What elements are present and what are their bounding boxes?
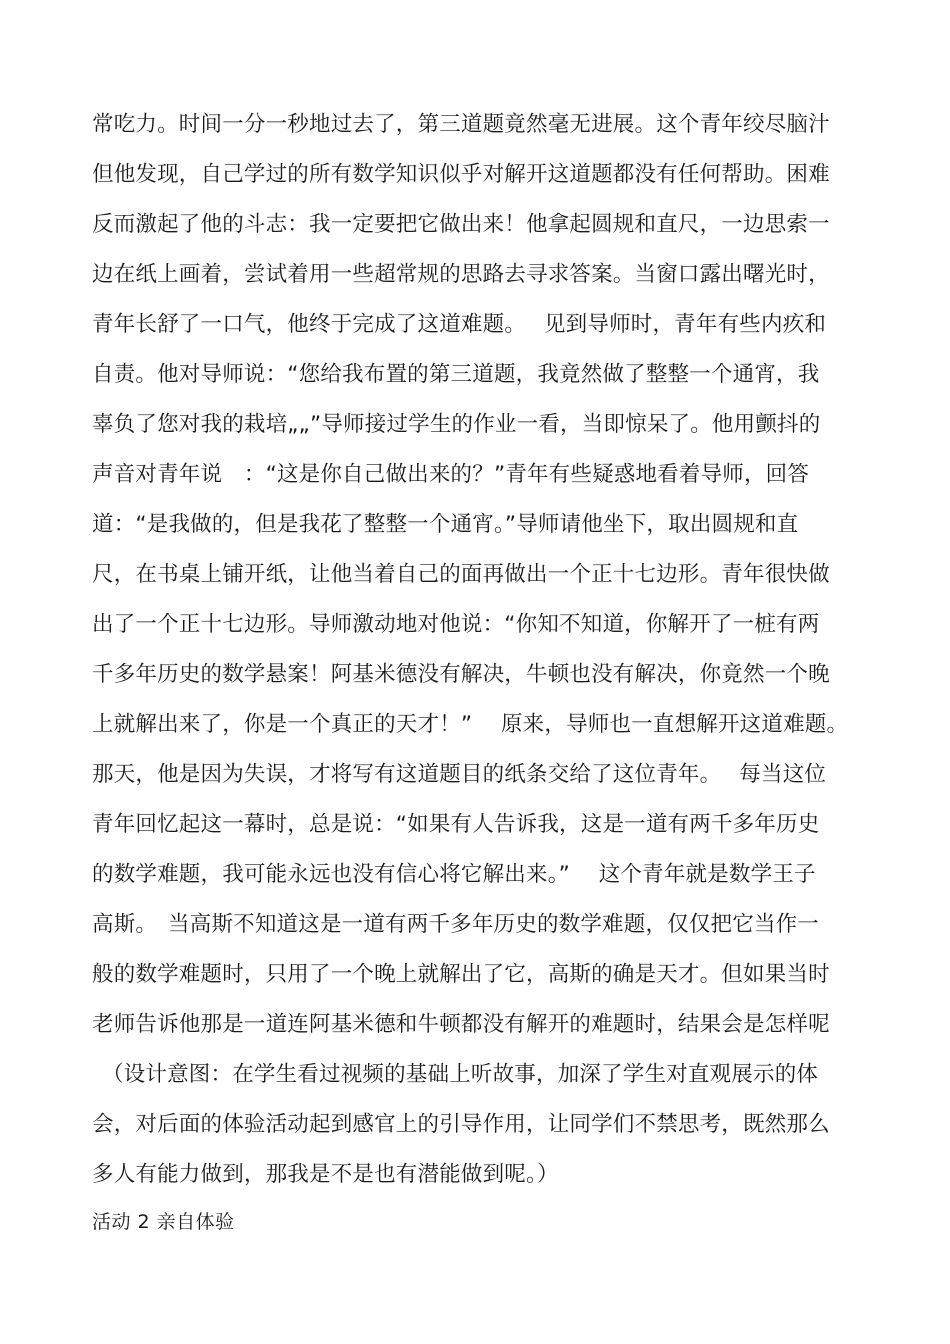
text-line: 边在纸上画着，尝试着用一些超常规的思路去寻求答案。当窗口露出曙光时，: [92, 262, 830, 287]
text-line: 青年长舒了一口气，他终于完成了这道难题。 见到导师时，青年有些内疚和: [92, 312, 827, 337]
text-line: 但他发现，自己学过的所有数学知识似乎对解开这道题都没有任何帮助。困难: [92, 162, 830, 187]
text-line: 反而激起了他的斗志：我一定要把它做出来！他拿起圆规和直尺，一边思索一: [92, 212, 830, 237]
text-line: 尺，在书桌上铺开纸，让他当着自己的面再做出一个正十七边形。青年很快做: [92, 562, 830, 587]
text-line: 出了一个正十七边形。导师激动地对他说：“你知不知道，你解开了一桩有两: [92, 612, 820, 637]
text-line: 般的数学难题时，只用了一个晚上就解出了它，高斯的确是天才。但如果当时: [92, 962, 830, 987]
design-note-line: 多人有能力做到，那我是不是也有潜能做到呢。）: [92, 1162, 559, 1187]
text-line: 的数学难题，我可能永远也没有信心将它解出来。” 这个青年就是数学王子: [92, 862, 816, 887]
activity-heading: 活动 2 亲自体验: [92, 1211, 235, 1233]
text-line: 辜负了您对我的栽培„„”导师接过学生的作业一看，当即惊呆了。他用颤抖的: [92, 412, 821, 437]
text-line: 道：“是我做的，但是我花了整整一个通宵。”导师请他坐下，取出圆规和直: [92, 512, 799, 537]
text-line: 高斯。 当高斯不知道这是一道有两千多年历史的数学难题，仅仅把它当作一: [92, 912, 820, 937]
text-line: 那天，他是因为失误，才将写有这道题目的纸条交给了这位青年。 每当这位: [92, 762, 827, 787]
text-line: 上就解出来了，你是一个真正的天才！” 原来，导师也一直想解开这道难题。: [92, 712, 849, 737]
design-note-line: （设计意图：在学生看过视频的基础上听故事，加深了学生对直观展示的体: [102, 1062, 819, 1087]
design-note-line: 会，对后面的体验活动起到感官上的引导作用，让同学们不禁思考，既然那么: [92, 1112, 830, 1137]
text-line: 老师告诉他那是一道连阿基米德和牛顿都没有解开的难题时，结果会是怎样呢: [92, 1012, 830, 1037]
text-line: 常吃力。时间一分一秒地过去了，第三道题竟然毫无进展。这个青年绞尽脑汁: [92, 112, 830, 137]
text-line: 千多年历史的数学悬案！阿基米德没有解决，牛顿也没有解决，你竟然一个晚: [92, 662, 830, 687]
text-line: 青年回忆起这一幕时，总是说：“如果有人告诉我，这是一道有两千多年历史: [92, 812, 820, 837]
text-line: 自责。他对导师说：“您给我布置的第三道题，我竟然做了整整一个通宵，我: [92, 362, 820, 387]
text-line: 声音对青年说 ：“这是你自己做出来的？”青年有些疑惑地看着导师，回答: [92, 462, 810, 487]
